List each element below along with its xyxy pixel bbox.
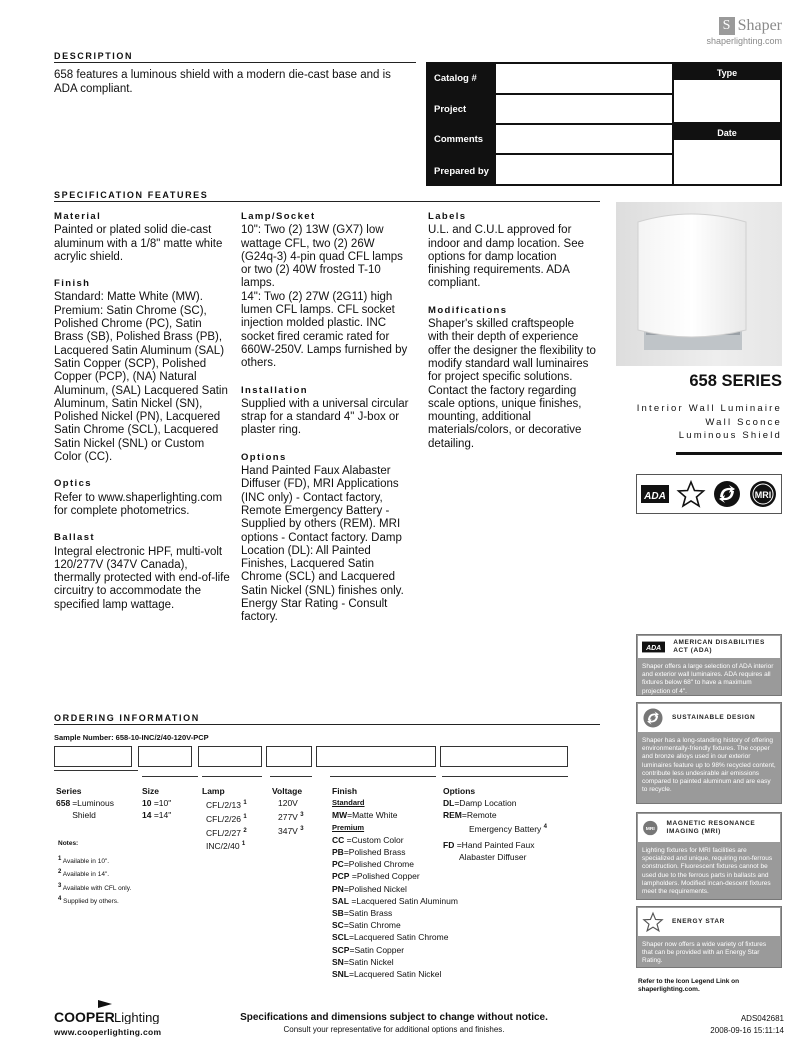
order-finish-code: SC: [332, 920, 344, 931]
info-box-ada-body: Shaper offers a large selection of ADA interior and exterior wall luminaires. ADA requires all fixtures below 68" to have a maximum projection of 4".: [642, 663, 774, 695]
order-finish-desc: =Lacquered Satin Chrome: [349, 932, 449, 943]
order-finish-title: Finish: [332, 786, 358, 796]
date-label: Date: [717, 128, 737, 138]
order-box-series[interactable]: [54, 746, 132, 767]
optics-title: Optics: [54, 478, 92, 490]
order-voltage-code: 347V: [278, 825, 298, 836]
shaper-url: shaperlighting.com: [706, 36, 782, 46]
info-box-mri-title: MAGNETIC RESONANCE IMAGING (MRI): [666, 820, 756, 835]
order-finish-desc: =Satin Nickel: [343, 956, 394, 967]
order-lamp-code: CFL/2/26: [206, 813, 241, 824]
ada-badge-icon: [642, 640, 665, 654]
document-id: ADS042681: [740, 1014, 784, 1023]
series-subtitle: [620, 402, 782, 443]
installation-title: Installation: [241, 384, 308, 396]
project-input[interactable]: [496, 95, 672, 123]
type-label: Type: [716, 68, 738, 78]
series-rule: [676, 452, 782, 455]
order-option-code: FD: [443, 839, 455, 850]
order-options-column: [443, 785, 573, 863]
order-box-lamp[interactable]: [198, 746, 262, 767]
order-series-code: 658: [56, 798, 71, 808]
order-size-code: 10: [142, 798, 152, 808]
order-finish-desc: =Satin Chrome: [343, 920, 401, 931]
order-finish-desc: =Custom Color: [346, 834, 404, 845]
order-lamp-note: 1: [243, 813, 247, 820]
order-finish-code: PB: [332, 847, 344, 858]
order-finish-desc: =Satin Brass: [343, 908, 393, 919]
spec-rule: [54, 201, 600, 202]
order-option-code: DL: [443, 798, 455, 808]
note-item: Supplied by others.: [63, 898, 119, 906]
ada-icon: [640, 479, 670, 509]
sustainable-badge-icon: [642, 707, 664, 729]
description-text: 658 features a luminous shield with a modern die-cast base and is ADA compliant.: [54, 69, 391, 95]
lamp-socket-text: 10": Two (2) 13W (GX7) low wattage CFL, two (2) 26W (G24q-3) 4-pin quad CFL lamps or two (2) 40W frosted T-10 lamps.: [241, 224, 403, 290]
svg-text:ADA: ADA: [646, 645, 662, 653]
optics-text: Refer to www.shaperlighting.com for complete photometrics.: [54, 491, 223, 517]
cooper-lighting-logo: [54, 998, 172, 1029]
prepared-by-input[interactable]: [496, 155, 672, 184]
info-box-sustainable-title: SUSTAINABLE DESIGN: [672, 714, 756, 721]
spec-column-2: [241, 210, 411, 638]
order-lamp-title: Lamp: [202, 786, 225, 796]
order-finish-code: SN: [332, 956, 344, 967]
ordering-heading: ORDERING INFORMATION: [54, 713, 200, 723]
order-size-column: [142, 785, 198, 821]
order-finish-code: SCL: [332, 932, 349, 943]
order-voltage-code: 277V: [278, 811, 298, 822]
spec-heading: SPECIFICATION FEATURES: [54, 190, 209, 200]
modifications-text: Shaper's skilled craftspeople with their depth of experience offer the designer the flexibility to modify standard wall luminaires for project specific solutions. Contact the factory regarding scale options, unique finishes, mounting, additional materials/colors, or decorative detailing.: [428, 318, 596, 450]
order-options-title: Options: [443, 786, 476, 796]
order-finish-code: PN: [332, 883, 344, 894]
order-series-column: [56, 785, 136, 821]
sample-number: Sample Number: 658-10-INC/2/40-120V-PCP: [54, 733, 209, 742]
order-finish-premium-label: Premium: [332, 822, 365, 832]
certification-icons: [636, 474, 782, 514]
mri-icon: [748, 479, 778, 509]
info-box-sustainable: [636, 702, 782, 804]
note-item: Available in 14".: [62, 871, 110, 879]
order-finish-code: PCP: [332, 871, 350, 882]
order-option-note: 4: [543, 824, 547, 830]
catalog-form: [426, 62, 782, 186]
info-box-ada-title: AMERICAN DISABILITIES ACT (ADA): [673, 639, 765, 654]
order-series-title: Series: [56, 786, 82, 796]
order-size-desc: =10": [153, 798, 172, 808]
spec-column-1: [54, 210, 232, 625]
order-option-desc: =Remote: [461, 810, 497, 820]
info-box-energy-star: [636, 906, 782, 968]
order-voltage-note: 3: [300, 812, 304, 818]
modifications-title: Modifications: [428, 304, 508, 316]
ordering-rule: [54, 724, 600, 725]
comments-label: Comments: [434, 134, 484, 145]
installation-text: Supplied with a universal circular strap for a standard 4" J-box or plaster ring.: [241, 397, 409, 437]
order-series-desc: =Luminous Shield: [72, 798, 115, 820]
order-lamp-note: 2: [243, 827, 247, 834]
order-voltage-note: 3: [300, 825, 304, 832]
finish-title: Finish: [54, 278, 91, 290]
series-subtitle-line-1: Interior Wall Luminaire: [636, 403, 782, 414]
spec-column-3: [428, 210, 596, 464]
shaper-logo: [686, 16, 782, 46]
series-subtitle-line-2: Wall Sconce: [705, 416, 782, 428]
info-box-ada: [636, 634, 782, 696]
ballast-title: Ballast: [54, 532, 95, 544]
date-input[interactable]: [674, 140, 780, 184]
order-box-finish[interactable]: [316, 746, 436, 767]
order-finish-code: SCP: [332, 944, 350, 955]
sustainable-icon: [712, 479, 742, 509]
order-finish-desc: =Matte White: [347, 810, 398, 821]
order-finish-code: MW: [332, 810, 348, 821]
product-photo: [616, 202, 782, 366]
order-finish-desc: =Satin Copper: [349, 944, 405, 955]
order-finish-standard-label: Standard: [332, 798, 365, 808]
catalog-label: Catalog #: [434, 73, 477, 84]
description-heading: DESCRIPTION: [54, 51, 134, 61]
energy-star-badge-icon: [642, 911, 664, 933]
order-box-voltage[interactable]: [266, 746, 312, 767]
cooper-url: www.cooperlighting.com: [54, 1027, 162, 1037]
order-voltage-code: 120V: [278, 798, 298, 808]
document-date: 2008-09-16 15:11:14: [710, 1026, 784, 1035]
order-lamp-column: [202, 785, 266, 852]
lamp-socket-title: Lamp/Socket: [241, 211, 316, 222]
order-finish-desc: =Polished Copper: [351, 871, 420, 882]
order-finish-code: SNL: [332, 969, 349, 980]
info-box-mri: [636, 812, 782, 900]
footer-subtext: Consult your representative for additional options and finishes.: [283, 1025, 505, 1034]
lamp-socket-text-2: 14": Two (2) 27W (2G11) high lumen CFL lamps. CFL socket injection molded plastic. INC socket fired ceramic rated for 660W-250V. Lamps furnished by others.: [241, 290, 408, 370]
cooper-logo-bold: COOPER: [54, 1009, 115, 1024]
series-subtitle-line-3: Luminous Shield: [678, 430, 782, 441]
description-rule: [54, 62, 416, 63]
order-box-options[interactable]: [440, 746, 568, 767]
mri-badge-icon: [642, 817, 659, 839]
ada-icon-text: ADA: [644, 491, 666, 502]
svg-text:MRI: MRI: [645, 827, 655, 833]
ordering-notes: Notes: $^1$ Available in 10". $^2$ Available in 14". $^3$ Available with CFL only. $^4$ Supplied by others.: [58, 840, 132, 906]
catalog-input[interactable]: [496, 64, 672, 93]
project-label: Project: [434, 104, 467, 115]
note-item: Available in 10".: [62, 857, 110, 865]
order-size-title: Size: [142, 786, 160, 796]
order-lamp-code: CFL/2/27: [206, 827, 241, 838]
comments-input[interactable]: [496, 125, 672, 153]
info-box-energy-star-body: Shaper now offers a wide variety of fixtures that can be provided with an Energy Star Rating.: [642, 941, 767, 965]
order-voltage-title: Voltage: [272, 786, 303, 796]
order-finish-desc: =Polished Nickel: [343, 883, 407, 894]
order-size-desc: =14": [153, 810, 172, 820]
shaper-logo-mark: S: [719, 17, 735, 35]
order-option-desc: =Hand Painted Faux: [456, 839, 535, 850]
icon-legend-note: Refer to the Icon Legend Link on shaperlighting.com.: [638, 978, 740, 993]
order-finish-desc: =Polished Chrome: [343, 859, 414, 870]
order-box-size[interactable]: [138, 746, 192, 767]
note-item: Available with CFL only.: [62, 884, 132, 892]
finish-text: Standard: Matte White (MW). Premium: Satin Chrome (SC), Polished Chrome (PC), Satin Brass (SB), Polished Brass (PB), Lacquered Satin Aluminum (SAL) Satin Copper (SCP), Polished Copper (PCP), (NA) Natural Aluminum, (SAL) Lacquered Satin Aluminum, Satin Nickel (SN), Polished Nickel (PN), Lacquered Satin Chrome (SCL), Lacquered Satin Nickel (SNL) or Custom Color (CC).: [54, 291, 228, 464]
labels-title: Labels: [428, 211, 467, 222]
order-option-desc: =Damp Location: [454, 798, 517, 808]
info-box-sustainable-body: Shaper has a long-standing history of offering environmentally-friendly fixtures. The copper and bronze alloys used in our exterior luminaires feature up to 98% recycled content, contribute less undesirable air emissions compared to painted aluminum and are easy to recycle.: [642, 737, 776, 794]
order-option-code: REM: [443, 810, 462, 820]
order-lamp-code: INC/2/40: [206, 841, 240, 852]
order-lamp-code: CFL/2/13: [206, 799, 241, 810]
order-finish-code: PC: [332, 859, 344, 870]
order-lamp-note: 1: [243, 800, 247, 806]
order-finish-desc: =Polished Brass: [343, 847, 406, 858]
labels-text: U.L. and C.U.L approved for indoor and damp location. See options for damp location finishing requirements. ADA compliant.: [428, 224, 584, 290]
order-lamp-note: 1: [241, 841, 246, 848]
order-option-desc-2: Alabaster Diffuser: [459, 851, 527, 862]
material-text: Painted or plated solid die-cast aluminum with a 1/8" matte white acrylic shield.: [54, 224, 223, 263]
type-input[interactable]: [674, 80, 780, 122]
order-finish-code: SB: [332, 908, 344, 919]
cooper-logo-light: Lighting: [114, 1010, 160, 1024]
shaper-logo-name: Shaper: [737, 17, 782, 34]
order-finish-code: CC: [332, 834, 345, 845]
material-title: Material: [54, 211, 102, 222]
series-title: 658 SERIES: [689, 372, 782, 390]
prepared-by-label: Prepared by: [434, 166, 489, 177]
notes-title: Notes:: [58, 840, 79, 847]
energy-star-icon: [676, 479, 706, 509]
order-finish-desc: =Lacquered Satin Aluminum: [351, 895, 458, 906]
order-size-code: 14: [142, 810, 152, 820]
footer-disclaimer: Specifications and dimensions subject to change without notice.: [240, 1012, 548, 1023]
options-title: Options: [241, 451, 287, 463]
mri-icon-text: MRI: [754, 490, 772, 500]
order-finish-desc: =Lacquered Satin Nickel: [349, 969, 442, 980]
order-voltage-column: [272, 785, 316, 837]
info-box-energy-star-title: ENERGY STAR: [672, 918, 725, 925]
ballast-text: Integral electronic HPF, multi-volt 120/277V (347V Canada), thermally protected with end-of-life circuitry to accommodate the specified lamp wattage.: [54, 545, 230, 611]
order-option-desc-2: Emergency Battery: [469, 823, 542, 834]
options-text: Hand Painted Faux Alabaster Diffuser (FD), MRI Applications (INC only) - Contact factory, Remote Emergency Battery - Supplied by others (REM). MRI options - Contact factory. Damp Location (DL): All Painted Finishes, Lacquered Satin Chrome (SCL) and Lacquered Satin Nickel (SNL) finishes only. Energy Star Rating - Consult factory.: [241, 465, 404, 624]
order-finish-code: SAL: [332, 895, 349, 906]
info-box-mri-body: Lighting fixtures for MRI facilities are specialized and unique, requiring non-ferrous construction. Fluorescent fixtures cannot be used due to the ferrous parts in ballasts and lampholders. Modified incan-descent fixtures meet the requirements.: [642, 847, 773, 896]
